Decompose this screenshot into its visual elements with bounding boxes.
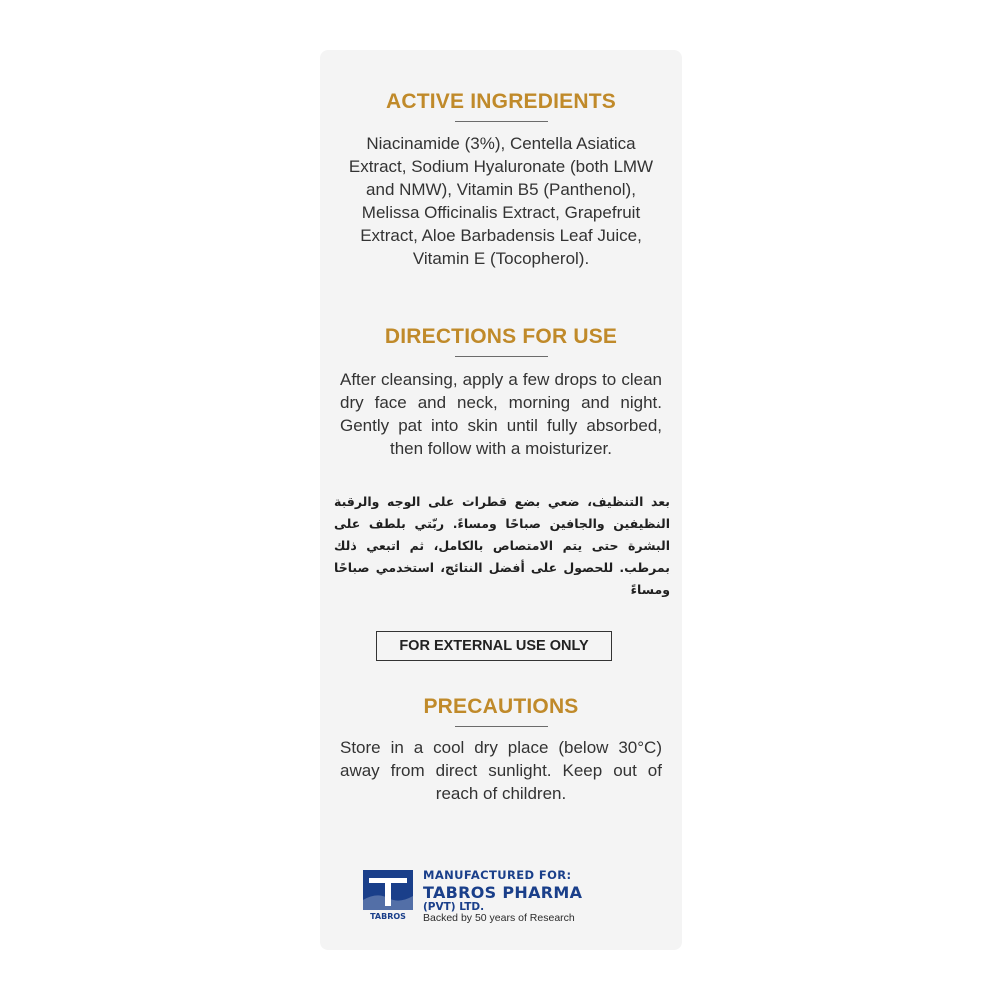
directions-heading: DIRECTIONS FOR USE [384,325,618,348]
manufactured-for-label: MANUFACTURED FOR: [423,868,572,882]
directions-arabic-text: بعد التنظيف، ضعي بضع قطرات على الوجه والرقبة النظيفين والجافين صباحًا ومساءً. ربّتي بلطف على البشرة حتى يتم الامتصاص بالكامل، ثم اتبعي ذلك بمرطب. للحصول على أفضل النتائج، استخدمي صباحًا ومساءً [334,494,670,597]
manufacturer-tagline: Backed by 50 years of Research [423,912,575,924]
active-ingredients-divider [455,121,548,122]
active-ingredients-text: Niacinamide (3%), Centella Asiatica Extract, Sodium Hyaluronate (both LMW and NMW), Vitamin B5 (Panthenol), Melissa Officinalis Extract, Grapefruit Extract, Aloe Barbadensis Leaf Juice, Vitamin E (Tocopherol). [348,134,654,268]
tabros-logo-icon [363,870,413,922]
logo-wordmark: TABROS [370,912,406,921]
active-ingredients-heading: ACTIVE INGREDIENTS [386,90,616,113]
directions-text: After cleansing, apply a few drops to clean dry face and neck, morning and night. Gently pat into skin until fully absorbed, then follow with a moisturizer. [340,370,662,458]
external-use-warning: FOR EXTERNAL USE ONLY [376,631,612,661]
product-label-panel [320,50,682,950]
manufacturer-name: TABROS PHARMA [423,883,583,902]
manufacturer-suffix: (PVT) LTD. [423,901,485,913]
precautions-text: Store in a cool dry place (below 30°C) away from direct sunlight. Keep out of reach of children. [340,738,662,803]
directions-divider [455,356,548,357]
precautions-heading: PRECAUTIONS [423,695,579,718]
precautions-divider [455,726,548,727]
